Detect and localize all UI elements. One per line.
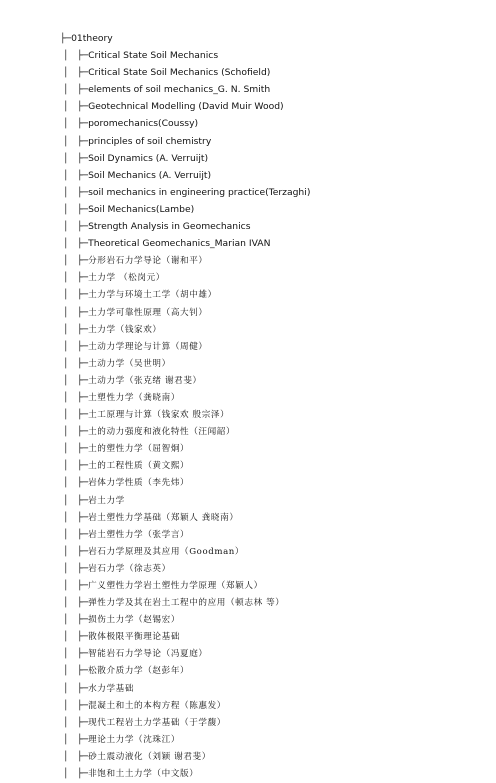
tree-item[interactable] — [0, 304, 496, 321]
branch-glyph: ├─ — [77, 562, 89, 574]
tree-item[interactable] — [0, 201, 496, 218]
tree-item-label: Critical State Soil Mechanics — [88, 50, 219, 62]
tree-item-label: 土力学 （松岗元） — [88, 273, 165, 284]
branch-glyph: ├─ — [77, 306, 89, 318]
tree-item-label: 现代工程岩土力学基础（于学馥） — [88, 717, 226, 728]
branch-glyph: ├─ — [77, 221, 89, 233]
tree-item-label: 土力学（钱家欢） — [88, 324, 162, 335]
tree-pipe-glyph: │ — [63, 682, 69, 694]
tree-item-label: Strength Analysis in Geomechanics — [88, 221, 251, 233]
tree-item-label: 损伤土力学（赵锡宏） — [88, 615, 181, 626]
tree-item[interactable] — [0, 81, 496, 98]
branch-glyph: ├─ — [77, 374, 89, 386]
tree-item[interactable] — [0, 457, 496, 474]
tree-pipe-glyph: │ — [63, 750, 69, 762]
tree-children — [0, 47, 496, 782]
tree-item-label: Geotechnical Modelling (David Muir Wood) — [88, 101, 284, 113]
branch-glyph: ├─ — [77, 391, 89, 403]
tree-item[interactable] — [0, 338, 496, 355]
branch-glyph: ├─ — [77, 682, 89, 694]
branch-glyph: ├─ — [77, 238, 89, 250]
tree-item[interactable] — [0, 474, 496, 491]
tree-item[interactable] — [0, 269, 496, 286]
tree-item-label: 土的动力强度和液化特性（汪闻韶） — [88, 427, 236, 438]
branch-glyph: ├─ — [77, 340, 89, 352]
root-folder-label: 01theory — [71, 33, 113, 44]
branch-glyph: ├─ — [77, 289, 89, 301]
tree-item[interactable] — [0, 321, 496, 338]
branch-glyph: ├─ — [77, 409, 89, 421]
branch-glyph: ├─ — [77, 255, 89, 267]
tree-item[interactable] — [0, 748, 496, 765]
tree-pipe-glyph: │ — [63, 631, 69, 643]
tree-pipe-glyph: │ — [63, 460, 69, 472]
tree-item[interactable] — [0, 423, 496, 440]
tree-pipe-glyph: │ — [63, 340, 69, 352]
branch-glyph: ├─ — [77, 699, 89, 711]
tree-item-label: 岩土塑性力学基础（郑颖人 龚晓南） — [88, 512, 239, 523]
tree-pipe-glyph: │ — [63, 699, 69, 711]
tree-item-label: poromechanics(Coussy) — [88, 118, 199, 130]
tree-item-label: Critical State Soil Mechanics (Schofield) — [88, 67, 271, 79]
tree-item[interactable] — [0, 115, 496, 132]
tree-item[interactable] — [0, 765, 496, 782]
branch-glyph: ├─ — [77, 733, 89, 745]
tree-item-label: 广义塑性力学岩土塑性力学原理（郑颖人） — [88, 581, 263, 591]
tree-item-label: 土动力学理论与计算（周健） — [88, 341, 208, 352]
tree-pipe-glyph: │ — [63, 186, 69, 198]
tree-item-label: 土动力学（吴世明） — [88, 358, 171, 369]
tree-item-label: 岩石力学（徐志英） — [88, 563, 171, 574]
tree-pipe-glyph: │ — [63, 84, 69, 96]
branch-glyph: ├─ — [77, 169, 89, 181]
branch-glyph: ├─ — [77, 101, 89, 113]
tree-item-label: 分形岩石力学导论（谢和平） — [88, 256, 208, 267]
tree-item[interactable] — [0, 697, 496, 714]
tree-pipe-glyph: │ — [63, 374, 69, 386]
tree-pipe-glyph: │ — [63, 597, 69, 609]
tree-pipe-glyph: │ — [63, 665, 69, 677]
tree-item-label: 松散介质力学（赵彭年） — [88, 666, 190, 677]
branch-glyph: ├─ — [77, 716, 89, 728]
tree-pipe-glyph: │ — [63, 580, 69, 591]
tree-item[interactable] — [0, 440, 496, 457]
tree-item[interactable] — [0, 406, 496, 423]
branch-glyph: ├─ — [77, 460, 89, 472]
tree-pipe-glyph: │ — [63, 101, 69, 113]
tree-pipe-glyph: │ — [63, 494, 69, 506]
tree-pipe-glyph: │ — [63, 255, 69, 267]
tree-item[interactable] — [0, 662, 496, 679]
tree-pipe-glyph: │ — [63, 768, 69, 780]
tree-item-label: 弹性力学及其在岩土工程中的应用（顿志林 等） — [88, 598, 285, 609]
branch-glyph: ├─ — [77, 631, 89, 643]
branch-glyph: ├─ — [77, 443, 89, 455]
tree-item[interactable] — [0, 645, 496, 662]
tree-pipe-glyph: │ — [63, 289, 69, 301]
tree-root[interactable] — [0, 30, 496, 47]
tree-pipe-glyph: │ — [63, 238, 69, 250]
branch-glyph: ├─ — [77, 67, 89, 79]
branch-glyph: ├─ — [77, 272, 89, 284]
tree-item-label: 土塑性力学（龚晓南） — [88, 392, 181, 403]
tree-item[interactable] — [0, 714, 496, 731]
tree-item-label: 非饱和土土力学（中文版） — [88, 769, 199, 780]
tree-item-label: principles of soil chemistry — [88, 135, 212, 147]
branch-glyph: ├─ — [77, 152, 89, 164]
tree-item-label: 土动力学（张克绪 谢君斐） — [88, 375, 202, 386]
branch-glyph: ├─ — [77, 135, 89, 147]
branch-glyph: ├─ — [77, 580, 89, 591]
tree-item[interactable] — [0, 355, 496, 372]
tree-item-label: 水力学基础 — [88, 683, 135, 694]
tree-item-label: Soil Mechanics (A. Verruijt) — [88, 169, 212, 181]
tree-item[interactable] — [0, 509, 496, 526]
tree-pipe-glyph: │ — [63, 67, 69, 79]
tree-item-label: 岩土力学 — [88, 495, 125, 506]
tree-pipe-glyph: │ — [63, 118, 69, 130]
tree-item-label: Soil Mechanics(Lambe) — [88, 203, 195, 215]
tree-pipe-glyph: │ — [63, 357, 69, 369]
tree-item[interactable] — [0, 167, 496, 184]
tree-item[interactable] — [0, 492, 496, 509]
branch-glyph: ├─ — [77, 528, 89, 540]
tree-pipe-glyph: │ — [63, 203, 69, 215]
branch-glyph: ├─ — [77, 186, 89, 198]
tree-item[interactable] — [0, 64, 496, 81]
tree-item-label: 岩石力学原理及其应用（Goodman） — [88, 546, 245, 557]
tree-item-label: Theoretical Geomechanics_Marian IVAN — [88, 238, 271, 250]
tree-pipe-glyph: │ — [63, 477, 69, 489]
branch-glyph: ├─ — [77, 323, 89, 335]
tree-item-label: soil mechanics in engineering practice(Terzaghi) — [88, 186, 311, 198]
tree-pipe-glyph: │ — [63, 648, 69, 660]
tree-pipe-glyph: │ — [63, 614, 69, 626]
tree-pipe-glyph: │ — [63, 426, 69, 438]
tree-pipe-glyph: │ — [63, 511, 69, 523]
branch-glyph: ├─ — [77, 545, 89, 557]
tree-item[interactable] — [0, 560, 496, 577]
tree-item-label: elements of soil mechanics_G. N. Smith — [88, 84, 271, 96]
tree-pipe-glyph: │ — [63, 733, 69, 745]
tree-item-label: 理论土力学（沈珠江） — [88, 734, 181, 745]
tree-pipe-glyph: │ — [63, 152, 69, 164]
tree-item[interactable] — [0, 611, 496, 628]
tree-item[interactable] — [0, 389, 496, 406]
tree-pipe-glyph: │ — [63, 409, 69, 421]
tree-item[interactable] — [0, 133, 496, 150]
tree-item[interactable] — [0, 372, 496, 389]
tree-item[interactable] — [0, 252, 496, 269]
tree-item-label: 混凝土和土的本构方程（陈惠发） — [88, 700, 226, 711]
tree-item[interactable] — [0, 150, 496, 167]
tree-item[interactable] — [0, 218, 496, 235]
tree-pipe-glyph: │ — [63, 221, 69, 233]
tree-item[interactable] — [0, 235, 496, 252]
branch-glyph: ├─ — [77, 768, 89, 780]
branch-glyph: ├─ — [77, 648, 89, 660]
tree-pipe-glyph: │ — [63, 135, 69, 147]
tree-item-label: 土的塑性力学（屈智炯） — [88, 444, 190, 455]
tree-item[interactable] — [0, 628, 496, 645]
branch-glyph: ├─ — [77, 50, 89, 62]
tree-item-label: 土力学与环境土工学（胡中雄） — [88, 290, 217, 301]
branch-glyph: ├─ — [77, 84, 89, 96]
branch-glyph: ├─ — [77, 750, 89, 762]
tree-item-label: 岩体力学性质（李先炜） — [88, 478, 190, 489]
tree-pipe-glyph: │ — [63, 272, 69, 284]
branch-glyph: ├─ — [77, 511, 89, 523]
tree-pipe-glyph: │ — [63, 50, 69, 62]
branch-glyph: ├─ — [77, 203, 89, 215]
tree-item[interactable] — [0, 680, 496, 697]
tree-item-label: 砂土震动液化（刘颖 谢君斐） — [88, 751, 211, 762]
tree-pipe-glyph: │ — [63, 443, 69, 455]
branch-glyph: ├─ — [77, 614, 89, 626]
branch-glyph: ├─ — [77, 665, 89, 677]
tree-item[interactable] — [0, 47, 496, 64]
branch-glyph: ├─ — [77, 426, 89, 438]
branch-glyph: ├─ — [77, 357, 89, 369]
branch-glyph: ├─ — [77, 118, 89, 130]
tree-item[interactable] — [0, 184, 496, 201]
tree-item[interactable] — [0, 577, 496, 594]
tree-pipe-glyph: │ — [63, 562, 69, 574]
branch-glyph: ├─ — [60, 33, 72, 44]
tree-item-label: 土力学可靠性原理（高大钊） — [88, 307, 208, 318]
branch-glyph: ├─ — [77, 494, 89, 506]
tree-item-label: 土的工程性质（黄文熙） — [88, 461, 190, 472]
tree-pipe-glyph: │ — [63, 545, 69, 557]
branch-glyph: ├─ — [77, 477, 89, 489]
tree-pipe-glyph: │ — [63, 169, 69, 181]
tree-item[interactable] — [0, 98, 496, 115]
tree-item[interactable] — [0, 286, 496, 303]
tree-item-label: Soil Dynamics (A. Verruijt) — [88, 152, 209, 164]
directory-tree — [0, 30, 496, 782]
tree-item-label: 散体极限平衡理论基础 — [88, 632, 181, 643]
tree-pipe-glyph: │ — [63, 306, 69, 318]
tree-item[interactable] — [0, 526, 496, 543]
tree-item[interactable] — [0, 594, 496, 611]
tree-item-label: 土工原理与计算（钱家欢 殷宗泽） — [88, 410, 230, 421]
tree-pipe-glyph: │ — [63, 323, 69, 335]
branch-glyph: ├─ — [77, 597, 89, 609]
tree-pipe-glyph: │ — [63, 716, 69, 728]
tree-item[interactable] — [0, 543, 496, 560]
tree-item-label: 智能岩石力学导论（冯夏庭） — [88, 649, 208, 660]
tree-pipe-glyph: │ — [63, 528, 69, 540]
tree-item-label: 岩土塑性力学（张学言） — [88, 529, 190, 540]
tree-pipe-glyph: │ — [63, 391, 69, 403]
tree-item[interactable] — [0, 731, 496, 748]
